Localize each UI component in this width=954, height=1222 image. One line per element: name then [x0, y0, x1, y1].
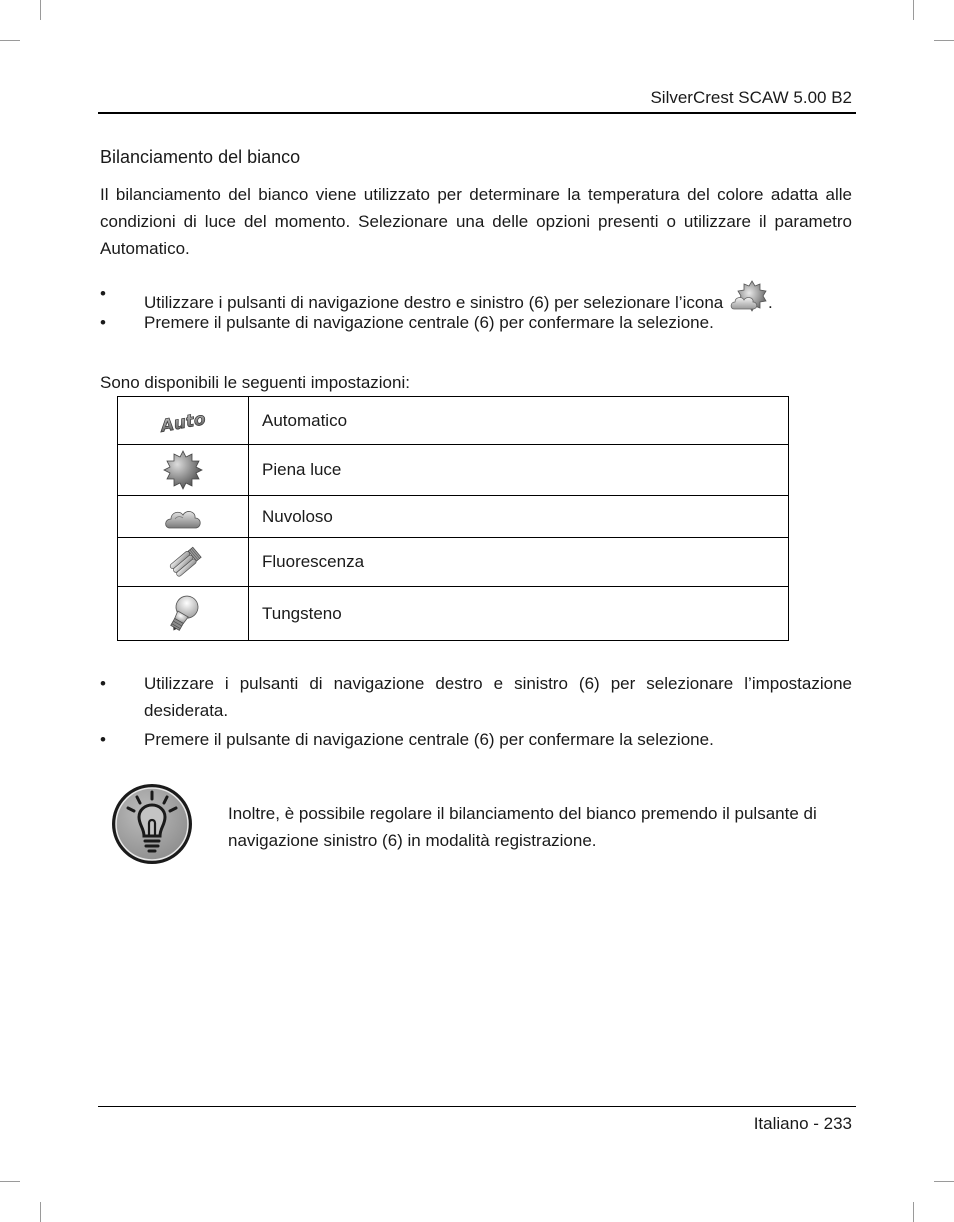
bullet-dot: • — [100, 284, 106, 303]
list-item-text: Utilizzare i pulsanti di navigazione destro e sinistro (6) per selezionare l’icona — [144, 293, 724, 312]
tungsten-bulb-icon — [118, 592, 248, 636]
crop-mark — [913, 0, 914, 20]
available-settings-label: Sono disponibili le seguenti impostazioni: — [100, 373, 410, 392]
bullet-dot: • — [100, 730, 106, 749]
table-cell-label: Fluorescenza — [249, 538, 789, 587]
table-cell-icon — [118, 538, 249, 587]
tip-text: Inoltre, è possibile regolare il bilanciamento del bianco premendo il pulsante di navigazione sinistro (6) in modalità registrazione. — [228, 804, 817, 850]
section-heading: Bilanciamento del bianco — [100, 147, 301, 167]
table-cell-label: Nuvoloso — [249, 496, 789, 538]
crop-mark — [934, 40, 954, 41]
instruction-list — [100, 670, 852, 753]
footer-rule — [98, 1106, 856, 1107]
list-item — [100, 309, 852, 338]
table-cell-icon — [118, 496, 249, 538]
table-cell-icon — [118, 445, 249, 496]
table-cell-label: Piena luce — [249, 445, 789, 496]
list-item — [100, 280, 852, 312]
crop-mark — [913, 1202, 914, 1222]
crop-mark — [934, 1181, 954, 1182]
table-row — [118, 445, 789, 496]
crop-mark — [0, 1181, 20, 1182]
fluorescent-icon — [118, 542, 248, 582]
list-item-text: Premere il pulsante di navigazione centrale (6) per confermare la selezione. — [144, 313, 714, 332]
page-number: Italiano - 233 — [753, 1114, 852, 1133]
crop-mark — [40, 0, 41, 20]
list-item-text: Premere il pulsante di navigazione centrale (6) per confermare la selezione. — [144, 730, 714, 749]
instruction-list — [100, 280, 852, 338]
table-row — [118, 538, 789, 587]
crop-mark — [40, 1202, 41, 1222]
full-sun-icon — [118, 450, 248, 490]
crop-mark — [0, 40, 20, 41]
settings-table — [117, 396, 789, 641]
header-rule — [98, 112, 856, 114]
list-item-suffix: . — [767, 293, 773, 312]
table-cell-icon — [118, 397, 249, 445]
list-item — [100, 726, 852, 753]
cloudy-icon — [118, 503, 248, 531]
list-item-text: Utilizzare i pulsanti di navigazione destro e sinistro (6) per selezionare l’impostazione desiderata. — [144, 674, 852, 720]
table-cell-label: Automatico — [249, 397, 789, 445]
tip-note — [110, 782, 854, 872]
header-title: SilverCrest SCAW 5.00 B2 — [650, 88, 852, 107]
lightbulb-tip-icon — [110, 782, 194, 871]
auto-icon — [118, 404, 248, 438]
table-row — [118, 587, 789, 641]
list-item — [100, 670, 852, 726]
table-row — [118, 496, 789, 538]
bullet-dot: • — [100, 313, 106, 332]
table-cell-icon — [118, 587, 249, 641]
intro-paragraph: Il bilanciamento del bianco viene utilizzato per determinare la temperatura del colore adatta alle condizioni di luce del momento. Selezionare una delle opzioni presenti o utilizzare il parametro Automatico. — [100, 185, 852, 258]
table-cell-label: Tungsteno — [249, 587, 789, 641]
table-row — [118, 397, 789, 445]
auto-icon-text: Auto — [159, 408, 208, 437]
bullet-dot: • — [100, 674, 106, 693]
